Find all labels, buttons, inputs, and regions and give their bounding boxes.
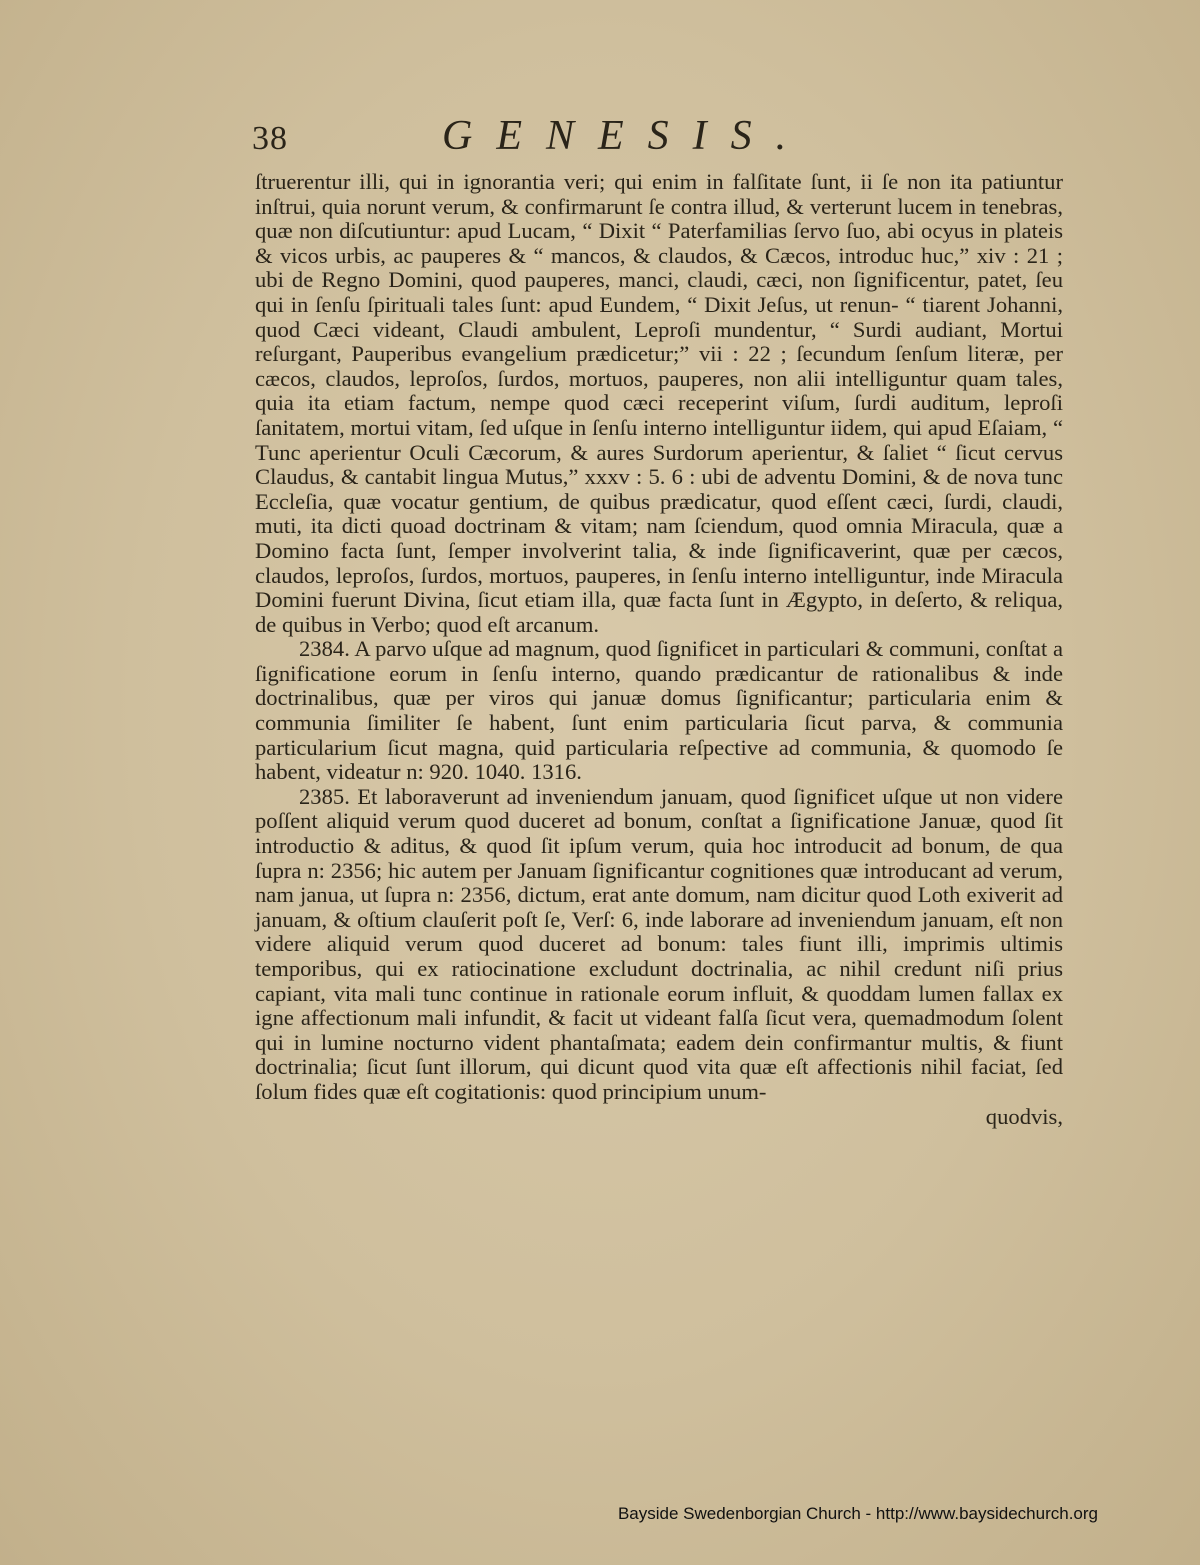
page-header xyxy=(252,108,1072,158)
page-number: 38 xyxy=(252,120,288,157)
body-text xyxy=(255,170,1063,1129)
paragraph-2385: 2385. Et laboraverunt ad inveniendum januam, quod ſignificet uſque ut non videre poſſent aliquid verum quod duceret ad bonum, conſtat a ſignificatione Januæ, quod ſit introductio & aditus, & quod ſit ipſum verum, quia hoc introducit ad bonum, de qua ſupra n: 2356; hic autem per Januam ſignificantur cognitiones quæ introducant ad verum, nam janua, ut ſupra n: 2356, dictum, erat ante domum, nam dicitur quod Loth exiverit ad januam, & oſtium clauſerit poſt ſe, Verſ: 6, inde laborare ad inveniendum januam, eſt non videre aliquid verum quod duceret ad bonum: tales fiunt illi, imprimis ultimis temporibus, qui ex ratiocinatione excludunt doctrinalia, ac nihil credunt niſi prius capiant, vita mali tunc continue in rationale eorum influit, & quoddam lumen fallax ex igne affectionum mali infundit, & facit ut videant falſa ſicut vera, quemadmodum ſolent qui in lumine nocturno vident phantaſmata; eadem dein confirmantur multis, & fiunt doctrinalia; ſicut ſunt illorum, qui dicunt quod vita quæ eſt affectionis nihil faciat, ſed ſolum fides quæ eſt cogitationis: quod principium unum- xyxy=(255,783,1063,1104)
intro-paragraph: ſtruerentur illi, qui in ignorantia veri; qui enim in falſitate ſunt, ii ſe non ita patiuntur inſtrui, quia norunt verum, & confirmarunt ſe contra illud, & verterunt lucem in tenebras, quæ non diſcutiuntur: apud Lucam, “ Dixit “ Paterfamilias ſervo ſuo, abi ocyus in plateis & vicos urbis, ac pauperes & “ mancos, & claudos, & Cæcos, introduc huc,” xiv : 21 ; ubi de Regno Domini, quod pauperes, manci, claudi, cæci, non ſignificentur, patet, ſeu qui in ſenſu ſpirituali tales ſunt: apud Eundem, “ Dixit Jeſus, ut renun- “ tiarent Johanni, quod Cæci videant, Claudi ambulent, Leproſi mundentur, “ Surdi audiant, Mortui reſurgant, Pauperibus evangelium prædicetur;” vii : 22 ; ſecundum ſenſum literæ, per cæcos, claudos, leproſos, ſurdos, mortuos, pauperes, non alii intelliguntur quam tales, quia ita etiam factum, nempe quod cæci receperint viſum, ſurdi auditum, leproſi ſanitatem, mortui vitam, ſed uſque in ſenſu interno intelliguntur iidem, qui apud Eſaiam, “ Tunc aperientur Oculi Cæcorum, & aures Surdorum aperientur, & ſaliet “ ſicut cervus Claudus, & cantabit lingua Mutus,” xxxv : 5. 6 : ubi de adventu Domini, & de nova tunc Eccleſia, quæ vocatur gentium, de quibus prædicatur, quod eſſent cæci, ſurdi, claudi, muti, ita dicti quoad doctrinam & vitam; nam ſciendum, quod omnia Miracula, quæ a Domino facta ſunt, ſemper involverint talia, & inde ſignificaverint, quæ per cæcos, claudos, leproſos, ſurdos, mortuos, pauperes, in ſenſu interno intelliguntur, inde Miracula Domini fuerunt Divina, ſicut etiam illa, quæ facta ſunt in Ægypto, in deſerto, & reliqua, de quibus in Verbo; quod eſt arcanum. xyxy=(255,169,1063,637)
paragraph-2384: 2384. A parvo uſque ad magnum, quod ſignificet in particulari & communi, conſtat a ſignificatione eorum in ſenſu interno, quando prædicantur de rationalibus & inde doctrinalibus, quæ per viros qui januæ domus ſignificantur; particularia enim & communia ſimiliter ſe habent, ſunt enim particularia ſicut parva, & communia particularium ſicut magna, quid particularia reſpective ad communia, & quomodo ſe habent, videatur n: 920. 1040. 1316. xyxy=(255,636,1063,785)
running-title: GENESIS. xyxy=(442,113,811,159)
catchword: quodvis, xyxy=(985,1103,1063,1129)
watermark-footer: Bayside Swedenborgian Church - http://www.baysidechurch.org xyxy=(617,1504,1098,1523)
